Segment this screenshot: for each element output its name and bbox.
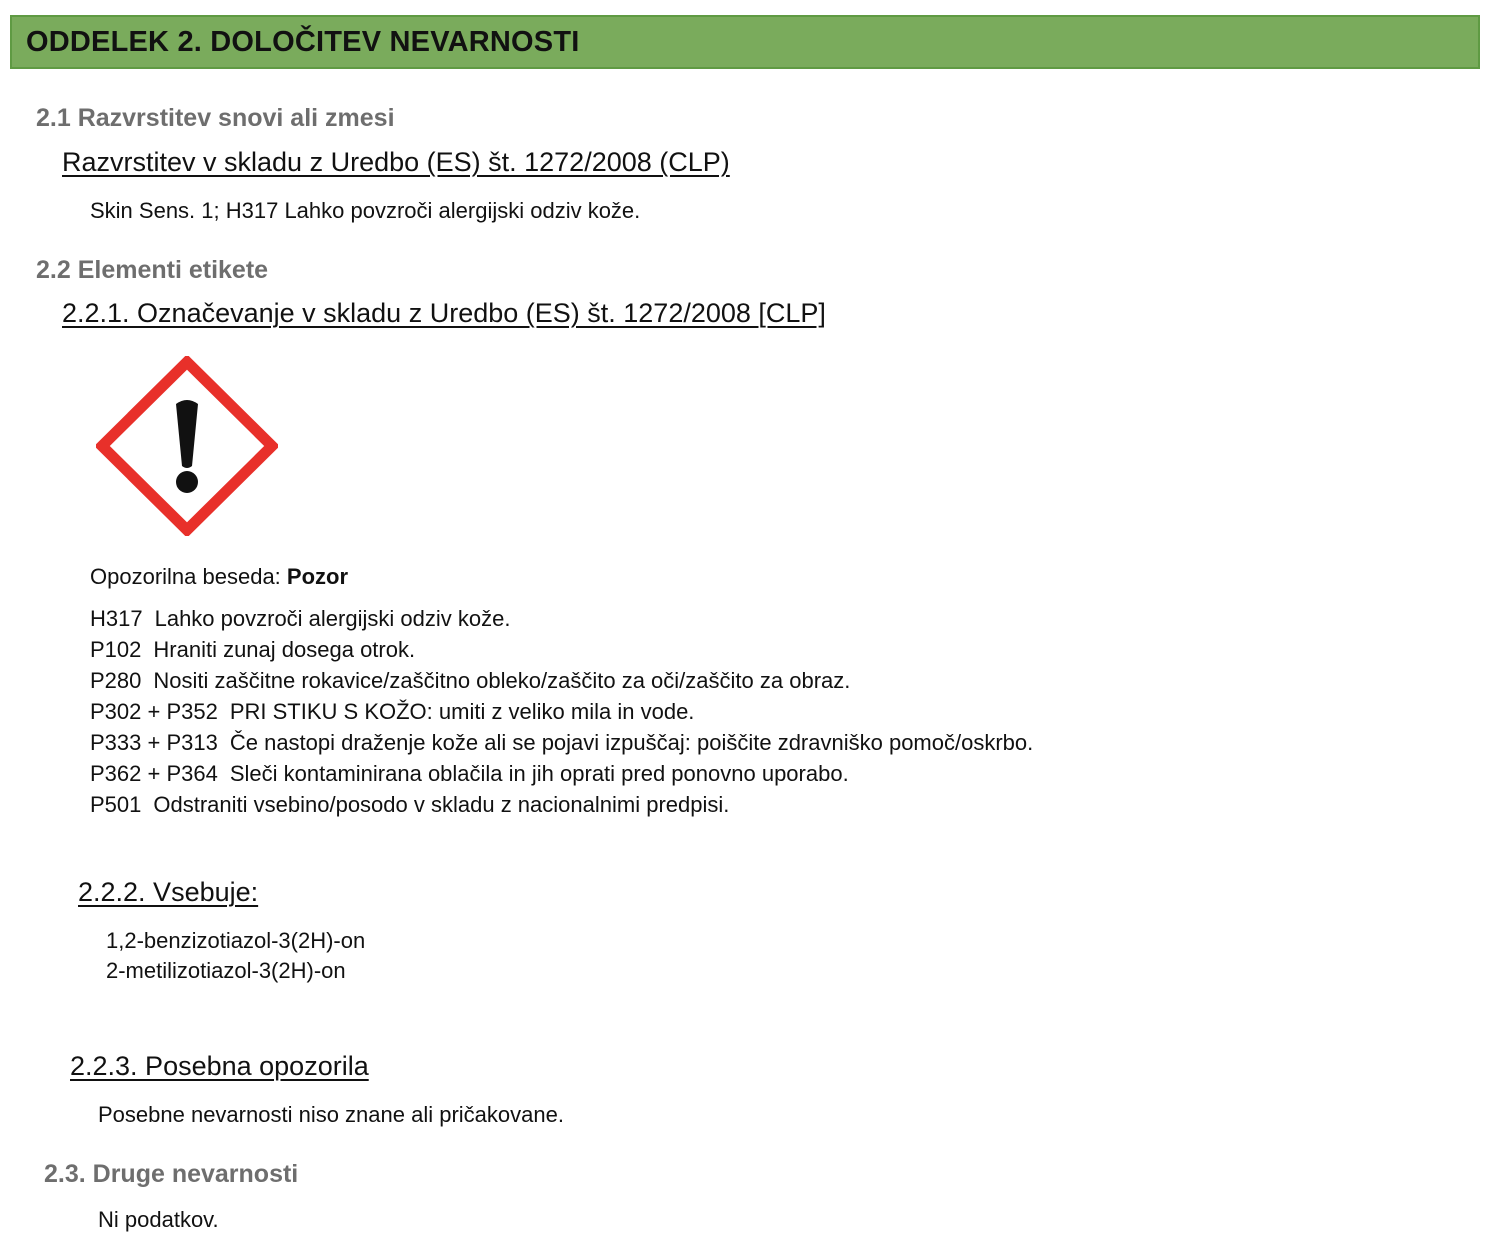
classification-text: Skin Sens. 1; H317 Lahko povzroči alergijski odziv kože. (90, 198, 641, 223)
statement-line (90, 637, 415, 663)
statement-code: P302 + P352 (90, 699, 218, 724)
signal-word-label: Opozorilna beseda: (90, 564, 281, 589)
statement-line (90, 730, 1033, 756)
statement-text: Lahko povzroči alergijski odziv kože. (154, 606, 511, 631)
signal-word-row (90, 564, 348, 590)
statement-text: Če nastopi draženje kože ali se pojavi izpuščaj: poiščite zdravniško pomoč/oskrbo. (229, 730, 1034, 755)
statement-line (90, 668, 850, 694)
subheading-2-2-2: 2.2.2. Vsebuje: (78, 877, 259, 907)
statement-text: Odstraniti vsebino/posodo v skladu z nacionalnimi predpisi. (153, 792, 730, 817)
statement-text: PRI STIKU S KOŽO: umiti z veliko mila in vode. (229, 699, 695, 724)
statement-code: P333 + P313 (90, 730, 218, 755)
substance-item: 2-metilizotiazol-3(2H)-on (106, 958, 346, 983)
heading-2-3: 2.3. Druge nevarnosti (44, 1160, 299, 1188)
statement-text: Sleči kontaminirana oblačila in jih oprati pred ponovno uporabo. (229, 761, 849, 786)
statement-code: P501 (90, 792, 142, 817)
subheading-2-2-3: 2.2.3. Posebna opozorila (70, 1051, 369, 1081)
statement-code: P362 + P364 (90, 761, 218, 786)
substance-item: 1,2-benzizotiazol-3(2H)-on (106, 928, 366, 953)
statement-text: Hraniti zunaj dosega otrok. (153, 637, 416, 662)
subheading-2-2-1: 2.2.1. Označevanje v skladu z Uredbo (ES) št. 1272/2008 [CLP] (62, 298, 826, 328)
statement-code: P280 (90, 668, 142, 693)
statement-line (90, 761, 849, 787)
other-hazards-text: Ni podatkov. (98, 1207, 219, 1232)
heading-2-2: 2.2 Elementi etikete (36, 256, 269, 284)
statement-code: P102 (90, 637, 142, 662)
special-warnings-text: Posebne nevarnosti niso znane ali pričakovane. (98, 1102, 564, 1127)
signal-word: Pozor (286, 564, 349, 589)
heading-2-1: 2.1 Razvrstitev snovi ali zmesi (36, 104, 395, 132)
statement-line (90, 792, 729, 818)
section-header (10, 15, 1480, 69)
statement-code: H317 (90, 606, 143, 631)
exclamation-mark-hazard-icon (96, 356, 278, 536)
statement-text: Nositi zaščitne rokavice/zaščitno obleko/zaščito za oči/zaščito za obraz. (153, 668, 851, 693)
section-title: ODDELEK 2. DOLOČITEV NEVARNOSTI (26, 26, 580, 58)
subheading-clp-classification: Razvrstitev v skladu z Uredbo (ES) št. 1272/2008 (CLP) (62, 147, 730, 177)
statement-line (90, 606, 510, 632)
statement-line (90, 699, 694, 725)
